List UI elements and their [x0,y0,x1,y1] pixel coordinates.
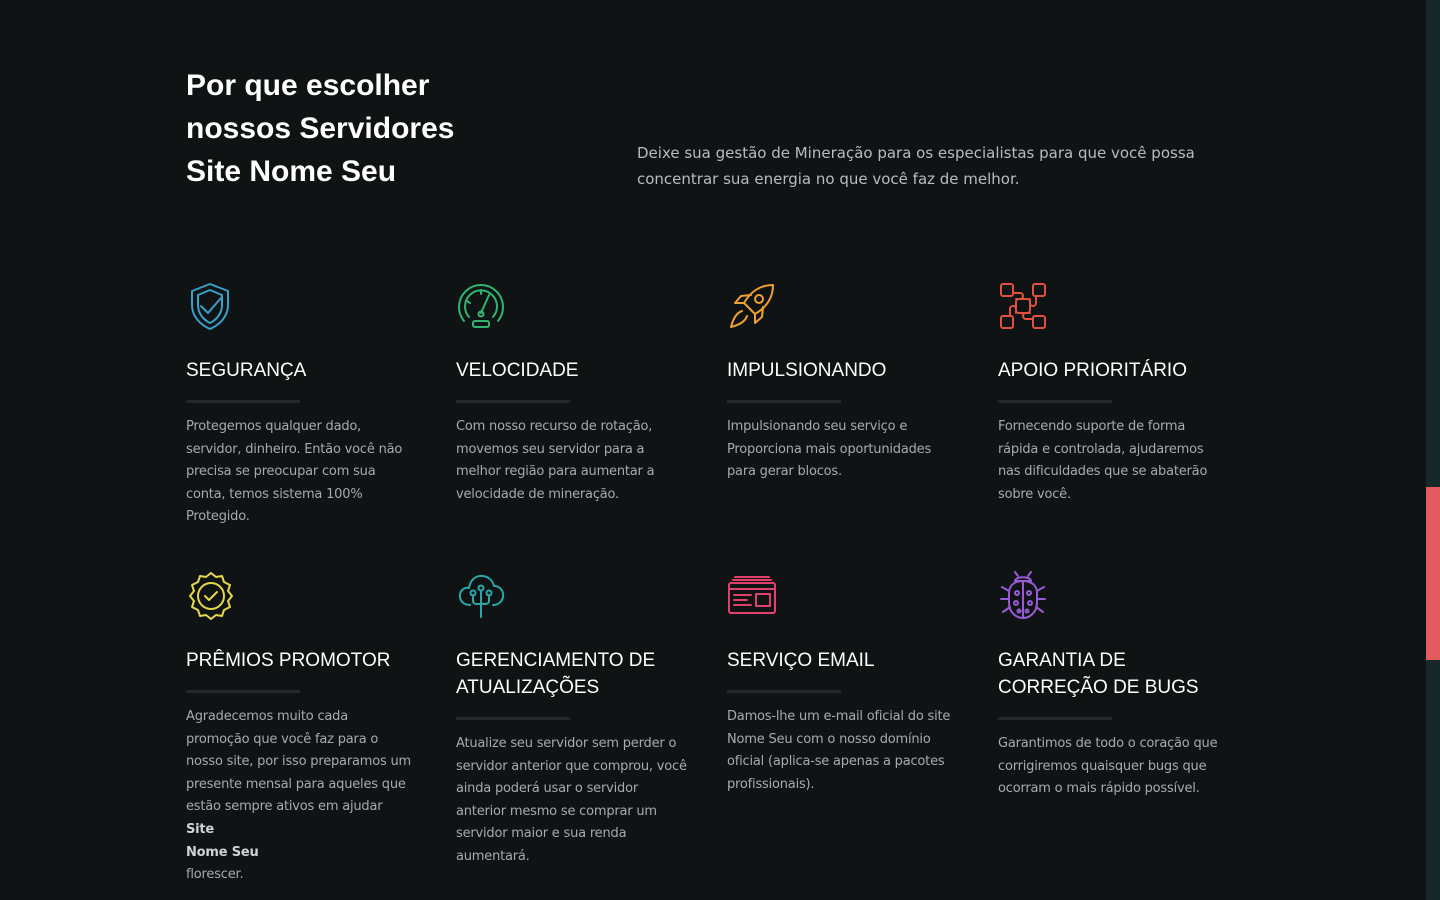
feature-title: IMPULSIONANDO [727,360,887,381]
speedometer-icon [456,281,506,331]
feature-title: APOIO PRIORITÁRIO [998,360,1187,381]
feature-description: Agradecemos muito cada promoção que você faz para o nosso site, por isso preparamos um presente mensal para aqueles que estão sempre ativos em ajudar Site Nome Seu florescer. [186,709,411,883]
heading-line: Site Nome Seu [186,155,397,188]
scrollbar-thumb[interactable] [1426,487,1440,660]
newsletter-email-icon [727,571,777,621]
feature-title: SERVIÇO EMAIL [727,650,875,671]
shield-check-icon [186,281,236,331]
title-underline [727,400,841,403]
heading-line: Por que escolher [186,69,430,102]
feature-card-boost [727,281,977,484]
feature-title: SEGURANÇA [186,360,307,381]
feature-title: VELOCIDADE [456,360,579,381]
feature-card-promoter-awards [186,571,436,887]
feature-description: Damos-lhe um e-mail oficial do site Nome Seu com o nosso domínio oficial (aplica-se apenas a pacotes profissionais). [727,709,951,792]
feature-description: Com nosso recurso de rotação, movemos seu servidor para a melhor região para aumentar a velocidade de mineração. [456,419,655,502]
rocket-icon [727,281,777,331]
title-underline [998,717,1112,720]
feature-title: PRÊMIOS PROMOTOR [186,650,391,671]
title-underline [456,717,570,720]
feature-description: Impulsionando seu serviço e Proporciona mais oportunidades para gerar blocos. [727,419,932,480]
title-underline [186,400,300,403]
brand-name-bold: Nome Seu [186,844,259,860]
feature-card-security [186,281,436,529]
feature-description: Protegemos qualquer dado, servidor, dinheiro. Então você não precisa se preocupar com sua conta, temos sistema 100% Protegido. [186,419,403,525]
feature-card-speed [456,281,706,506]
feature-card-bug-fix-guarantee [998,571,1248,801]
feature-card-email-service [727,571,977,796]
feature-description: Fornecendo suporte de forma rápida e controlada, ajudaremos nas dificuldades que se abaterão sobre você. [998,419,1208,502]
title-underline [186,690,300,693]
cloud-update-icon [456,571,506,621]
title-underline [998,400,1112,403]
award-badge-icon [186,571,236,621]
scrollbar-track[interactable] [1426,0,1440,900]
feature-title: GERENCIAMENTO DE ATUALIZAÇÕES [456,650,656,698]
feature-card-update-management [456,571,706,869]
feature-title: GARANTIA DE CORREÇÃO DE BUGS [998,650,1199,698]
hands-support-icon [998,281,1048,331]
intro-line: concentrar sua energia no que você faz de melhor. [637,170,1020,188]
heading-line: nossos Servidores [186,112,455,145]
feature-description: Atualize seu servidor sem perder o servidor anterior que comprou, você ainda poderá usar o servidor anterior mesmo se comprar um servidor maior e sua renda aumentará. [456,736,687,864]
bug-icon [998,571,1048,621]
intro-line: Deixe sua gestão de Mineração para os especialistas para que você possa [637,144,1195,162]
title-underline [456,400,570,403]
feature-description: Garantimos de todo o coração que corrigiremos quaisquer bugs que ocorram o mais rápido possível. [998,736,1218,797]
section-heading [186,64,516,193]
feature-card-priority-support [998,281,1248,506]
brand-name-bold: Site [186,821,215,837]
section-intro [637,140,1237,192]
title-underline [727,690,841,693]
